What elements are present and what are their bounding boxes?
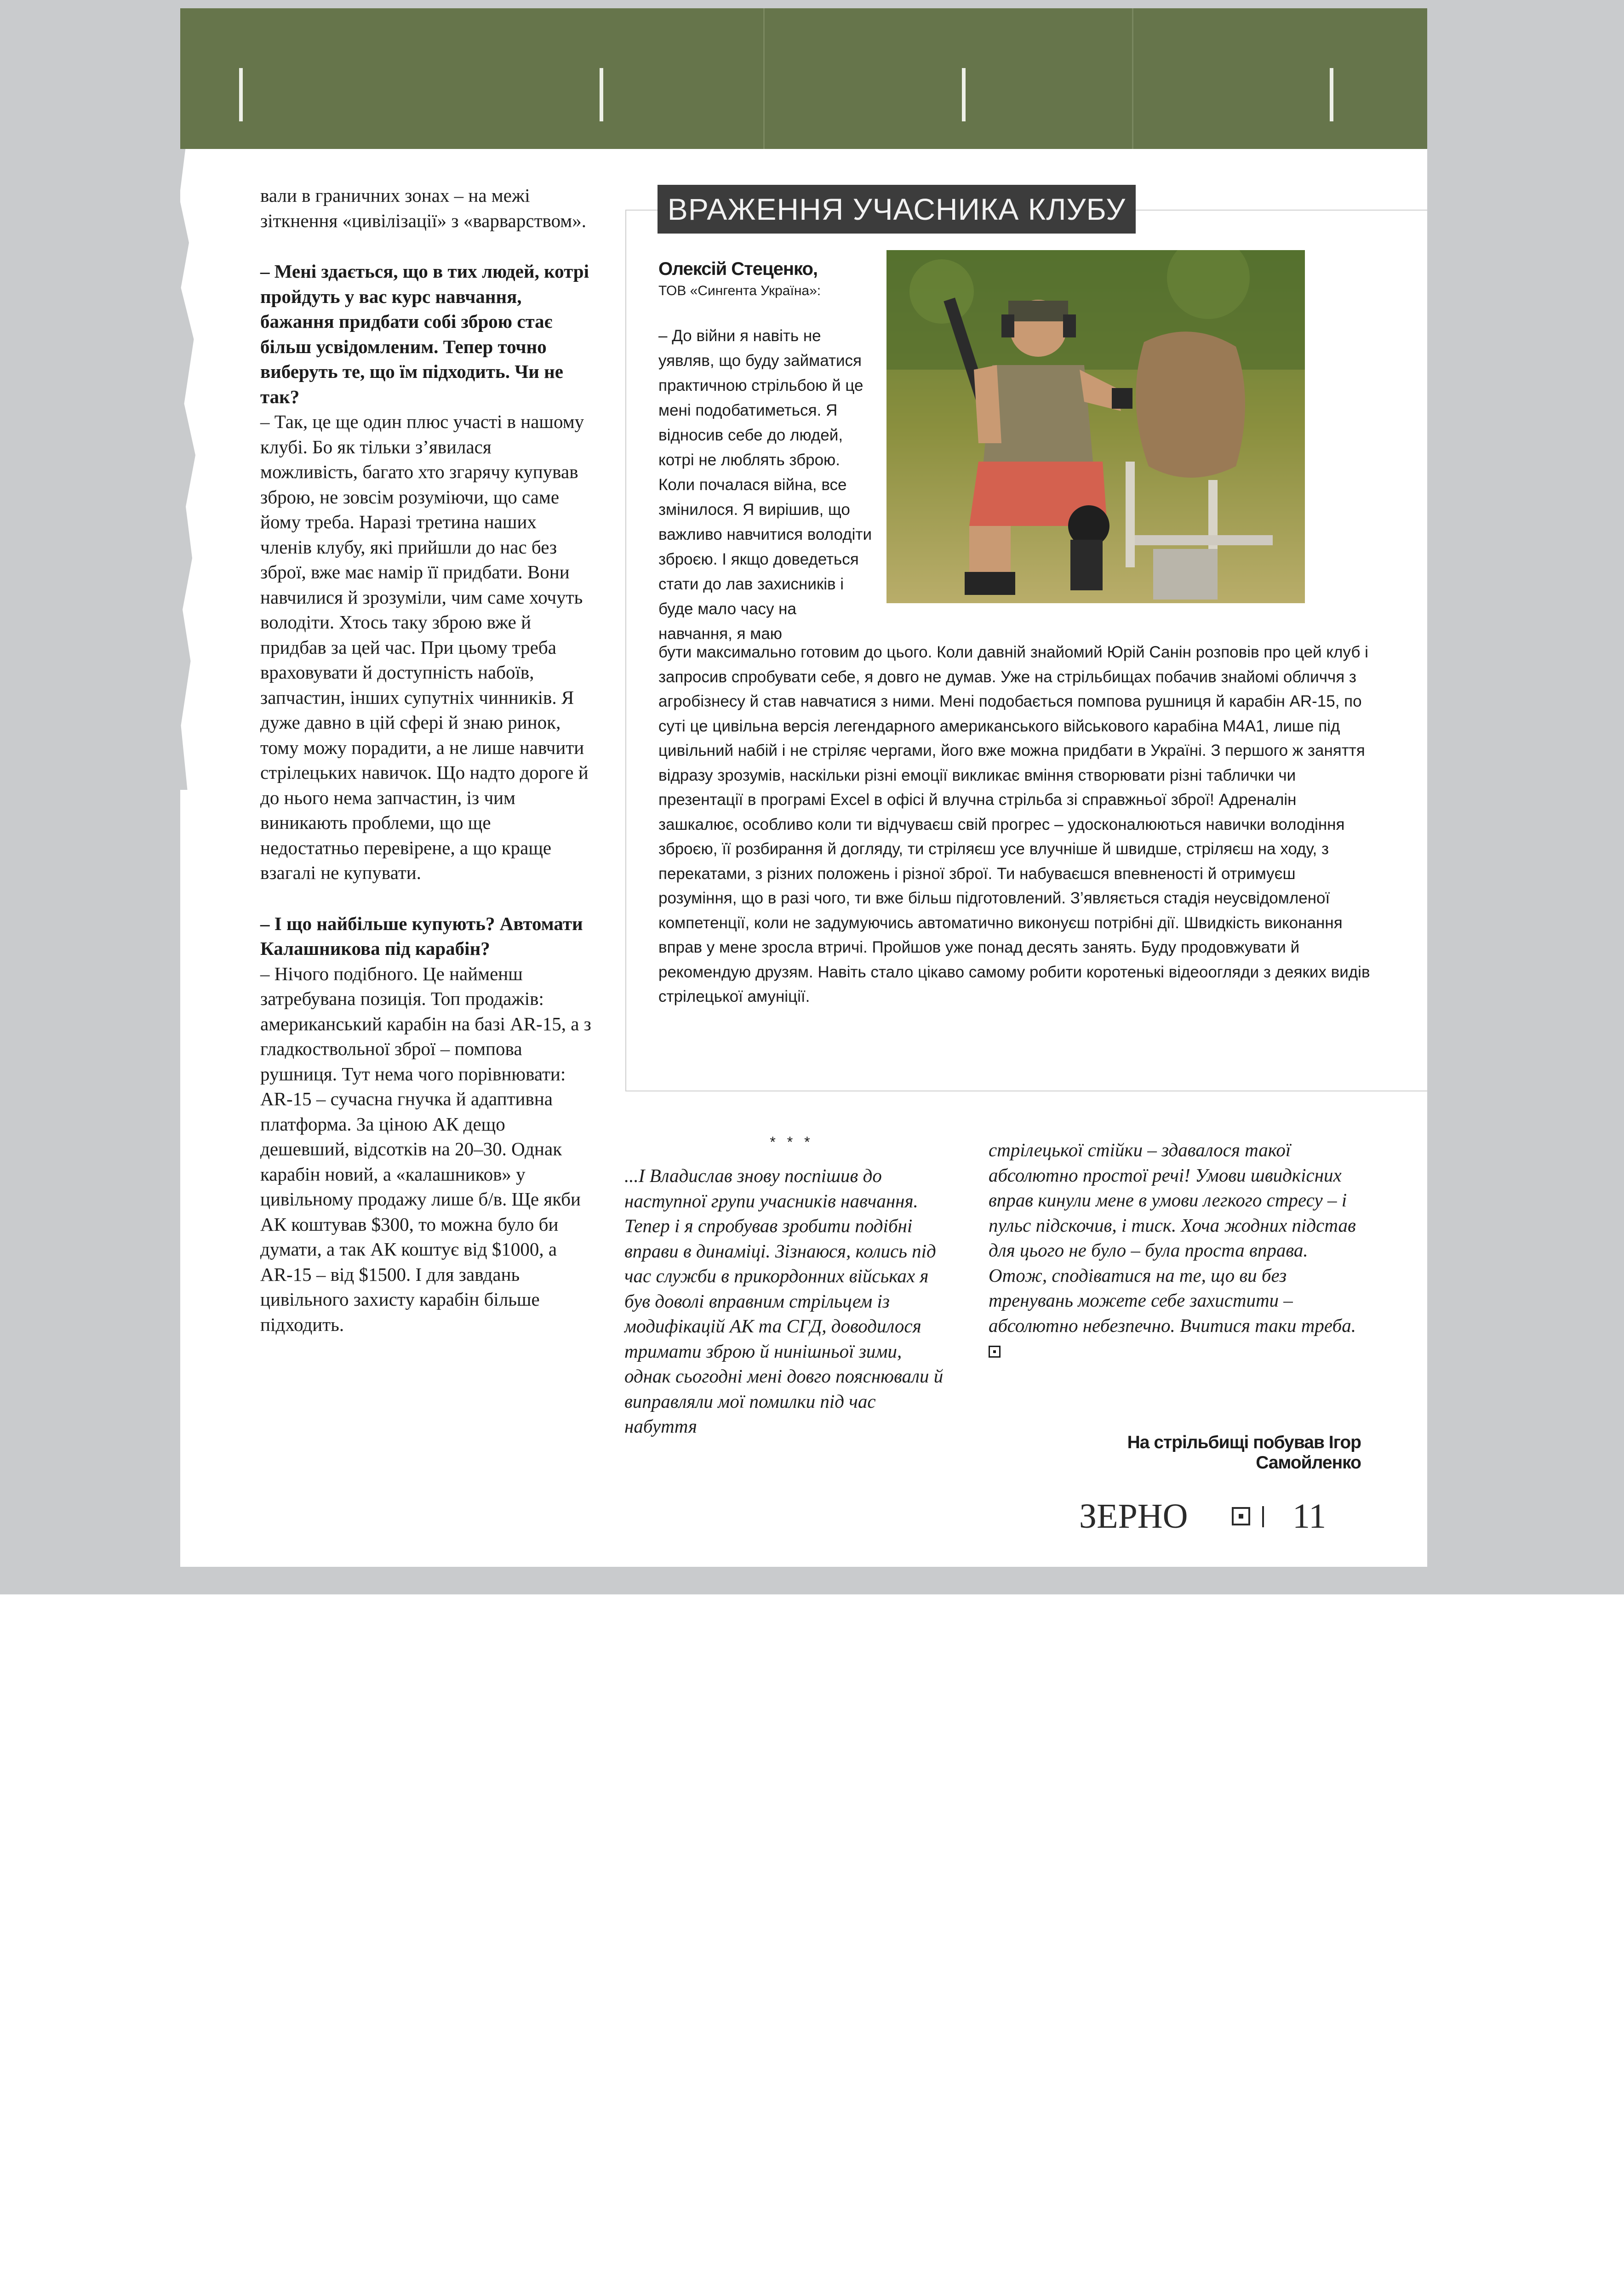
sidebar-quote-start: – До війни я навіть не уявляв, що буду займатися практичною стрільбою й це мені подобатиметься. Я відносив себе до людей, котрі не люблять зброю. Коли почалася війна, все змінилося. Я вирішив, що важливо навчитися володіти зброєю. І якщо доведеться стати до лав захисників і буде мало часу на навчання, я маю: [658, 327, 872, 643]
magazine-brand: ЗЕРНО: [1079, 1497, 1188, 1536]
sidebar-author: [658, 257, 879, 301]
sidebar-quote-continued: бути максимально готовим до цього. Коли давній знайомий Юрій Санін розповів про цей клуб і запросив спробувати себе, я довго не думав. Уже на стрільбищах побачив знайомі обличчя з агробізнесу й став навчатися з ними. Мені подобається помпова рушниця й карабін AR-15, по суті це цивільна версія легендарного американського військового карабіна M4A1, лише під цивільний набій і не стріляє чергами, його вже можна придбати в Україні. З першого ж заняття відразу зрозумів, наскільки різні емоції викликає вміння створювати різні таблички чи презентації в програмі Excel в офісі й влучна стрільба зі справжньої зброї! Адреналін зашкалює, особливо коли ти відчуваєш свій прогрес – удосконалюються навички володіння зброєю, її розбирання й догляду, ти стріляєш усе влучніше й швидше, стріляєш на ходу, з перекатами, з різних положень і різної зброї. Ти набуваєшся впевненості й отримуєш розуміння, що в разі чого, ти вже більш підготовлений. З’являється стадія неусвідомленої компетенції, коли не задумуючись автоматично виконуєш потрібні дії. Швидкість виконання вправ у мене зросла втричі. Пройшов уже понад десять занять. Буду продовжувати й рекомендую друзям. Навіть стало цікаво самому робити коротенькі відеоогляди з деяких видів стрілецької амуніції.: [658, 643, 1370, 1005]
torn-edge: [180, 146, 199, 790]
intro-text: вали в граничних зонах – на межі зіткнення «цивілізації» з «варварством».: [260, 185, 586, 231]
band-mark: [962, 68, 966, 121]
band-fold: [1132, 8, 1133, 149]
brand-divider: [1262, 1506, 1264, 1527]
answer-2: – Нічого подібного. Це найменш затребувана позиція. Топ продажів: американський карабін на базі AR-15, а з гладкоствольної зброї – помпова рушниця. Тут нема чого порівнювати: AR-15 – сучасна гнучка й адаптивна платформа. За ціною АК дещо дешевший, відсотків на 20–30. Однак карабін новий, а «калашников» у цивільному продажу лише б/в. Ще якби АК коштував $300, то можна було би думати, а так АК коштує від $1000, а AR-15 – від $1500. І для завдань цивільного захисту карабін більше підходить.: [260, 963, 591, 1335]
author-org: ТОВ «Сингента Україна»:: [658, 283, 821, 298]
end-mark-icon: [989, 1346, 1001, 1358]
narrative-column-1: ...І Владислав знову поспішив до наступної групи учасників навчання. Тепер і я спробував зробити подібні вправи в динаміці. Зізнаюся, колись під час служби в прикордонних військах я був доволі вправним стрільцем із модифікацій АК та СГД, доводилося тримати зброю й нинішньої зими, однак сьогодні мені довго пояснювали й виправляли мої помилки під час набуття: [624, 1165, 944, 1437]
brand-square-icon: [1232, 1507, 1250, 1525]
answer-1: – Так, це ще один плюс участі в нашому клубі. Бо як тільки з’явилася можливість, багато хто згарячу купував зброю, не зовсім розуміючи, що саме йому треба. Наразі третина наших членів клубу, які прийшли до нас без зброї, вже має намір її придбати. Вони навчилися й зрозуміли, чим саме хочуть володіти. Хтось таку зброю вже й придбав за цей час. При цьому треба враховувати й доступність набоїв, запчастин, інших супутніх чинників. Я дуже давно в цій сфері й знаю ринок, тому можу порадити, а не лише навчити стрілецьких навичок. Що надто дороге й до нього нема запчастин, із чим виникають проблеми, що ще недостатньо перевірене, а що краще взагалі не купувати.: [260, 411, 589, 883]
author-credit: На стрільбищі побував Ігор Самойленко: [1127, 1433, 1361, 1473]
question-1: – Мені здається, що в тих людей, котрі пройдуть у вас курс навчання, бажання придбати собі зброю стає більш усвідомленим. Тепер точно виберуть те, що їм підходить. Чи не так?: [260, 261, 589, 407]
band-mark: [1330, 68, 1333, 121]
band-mark: [239, 68, 243, 121]
question-2: – І що найбільше купують? Автомати Калашникова під карабін?: [260, 913, 583, 959]
page-number: 11: [1292, 1497, 1327, 1536]
band-mark: [600, 68, 603, 121]
interview-column: [260, 183, 591, 1337]
narrative-column-2: [989, 1137, 1356, 1363]
section-separator: * * *: [770, 1134, 814, 1150]
shooter-photo: [886, 250, 1305, 603]
author-name: Олексій Стеценко,: [658, 259, 818, 279]
sidebar-title: ВРАЖЕННЯ УЧАСНИКА КЛУБУ: [658, 185, 1136, 234]
header-band: [180, 8, 1427, 149]
magazine-page: [180, 8, 1427, 1567]
band-fold: [763, 8, 765, 149]
page-footer: [1079, 1493, 1364, 1539]
narrative-text: стрілецької стійки – здавалося такої абсолютно простої речі! Умови швидкісних вправ кинули мене в умови легкого стресу – і пульс підскочив, і тиск. Хоча жодних підстав для цього не було – була проста вправа. Отож, сподіватися на те, що ви без тренувань можете себе захистити – абсолютно небезпечно. Вчитися таки треба.: [989, 1139, 1356, 1336]
